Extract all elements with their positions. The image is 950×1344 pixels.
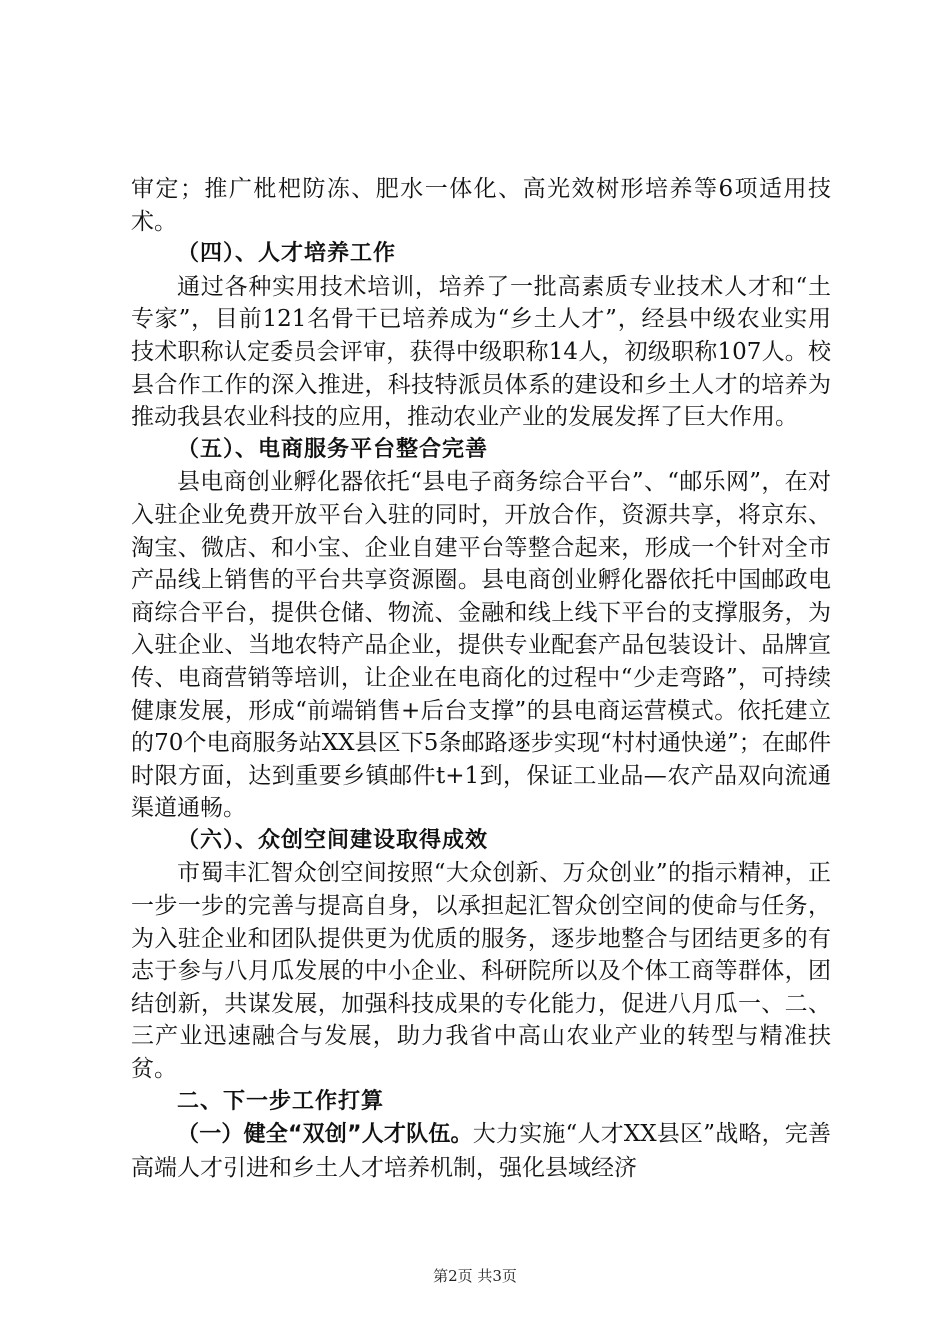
document-body: [131, 173, 831, 1184]
paragraph-ecommerce: 县电商创业孵化器依托“县电子商务综合平台”、“邮乐网”，在对入驻企业免费开放平台入驻的同时，开放合作，资源共享，将京东、淘宝、微店、和小宝、企业自建平台等整合起来，形成一个针对全市产品线上销售的平台共享资源圈。县电商创业孵化器依托中国邮政电商综合平台，提供仓储、物流、金融和线上线下平台的支撑服务，为入驻企业、当地农特产品企业，提供专业配套产品包装设计、品牌宣传、电商营销等培训，让企业在电商化的过程中“少走弯路”，可持续健康发展，形成“前端销售+后台支撑”的县电商运营模式。依托建立的70个电商服务站XX县区下5条邮路逐步实现“村村通快递”；在邮件时限方面，达到重要乡镇邮件t+1到，保证工业品—农产品双向流通渠道通畅。: [131, 469, 831, 822]
paragraph-continued: 审定；推广枇杷防冻、肥水一体化、高光效树形培养等6项适用技术。: [131, 176, 831, 235]
page-footer: 第2页 共3页: [433, 1267, 517, 1285]
section-heading-next-steps: 二、下一步工作打算: [177, 1088, 385, 1114]
paragraph-body-text: 大力实施“人才XX县区”战略，完善高端人才引进和乡土人才培养机制，强化县域经济: [131, 1121, 832, 1181]
paragraph-maker-space: 市蜀丰汇智众创空间按照“大众创新、万众创业”的指示精神，正一步一步的完善与提高自身，以承担起汇智众创空间的使命与任务，为入驻企业和团队提供更为优质的服务，逐步地整合与团结更多的有志于参与八月瓜发展的中小企业、科研院所以及个体工商等群体，团结创新，共谋发展，加强科技成果的专化能力，促进八月瓜一、二、三产业迅速融合与发展，助力我省中高山农业产业的转型与精准扶贫。: [131, 860, 831, 1083]
section-heading-talent: （四）、人才培养工作: [177, 241, 397, 267]
section-heading-ecommerce: （五）、电商服务平台整合完善: [177, 436, 489, 462]
paragraph-lead-text: （一）健全“双创”人才队伍。: [177, 1122, 473, 1148]
section-heading-maker-space: （六）、众创空间建设取得成效: [177, 827, 489, 853]
paragraph-next-steps: [131, 1118, 831, 1184]
paragraph-talent: 通过各种实用技术培训，培养了一批高素质专业技术人才和“土专家”，目前121名骨干已培养成为“乡土人才”，经县中级农业实用技术职称认定委员会评审，获得中级职称14人，初级职称107人。校县合作工作的深入推进，科技特派员体系的建设和乡土人才的培养为推动我县农业科技的应用，推动农业产业的发展发挥了巨大作用。: [131, 273, 831, 431]
